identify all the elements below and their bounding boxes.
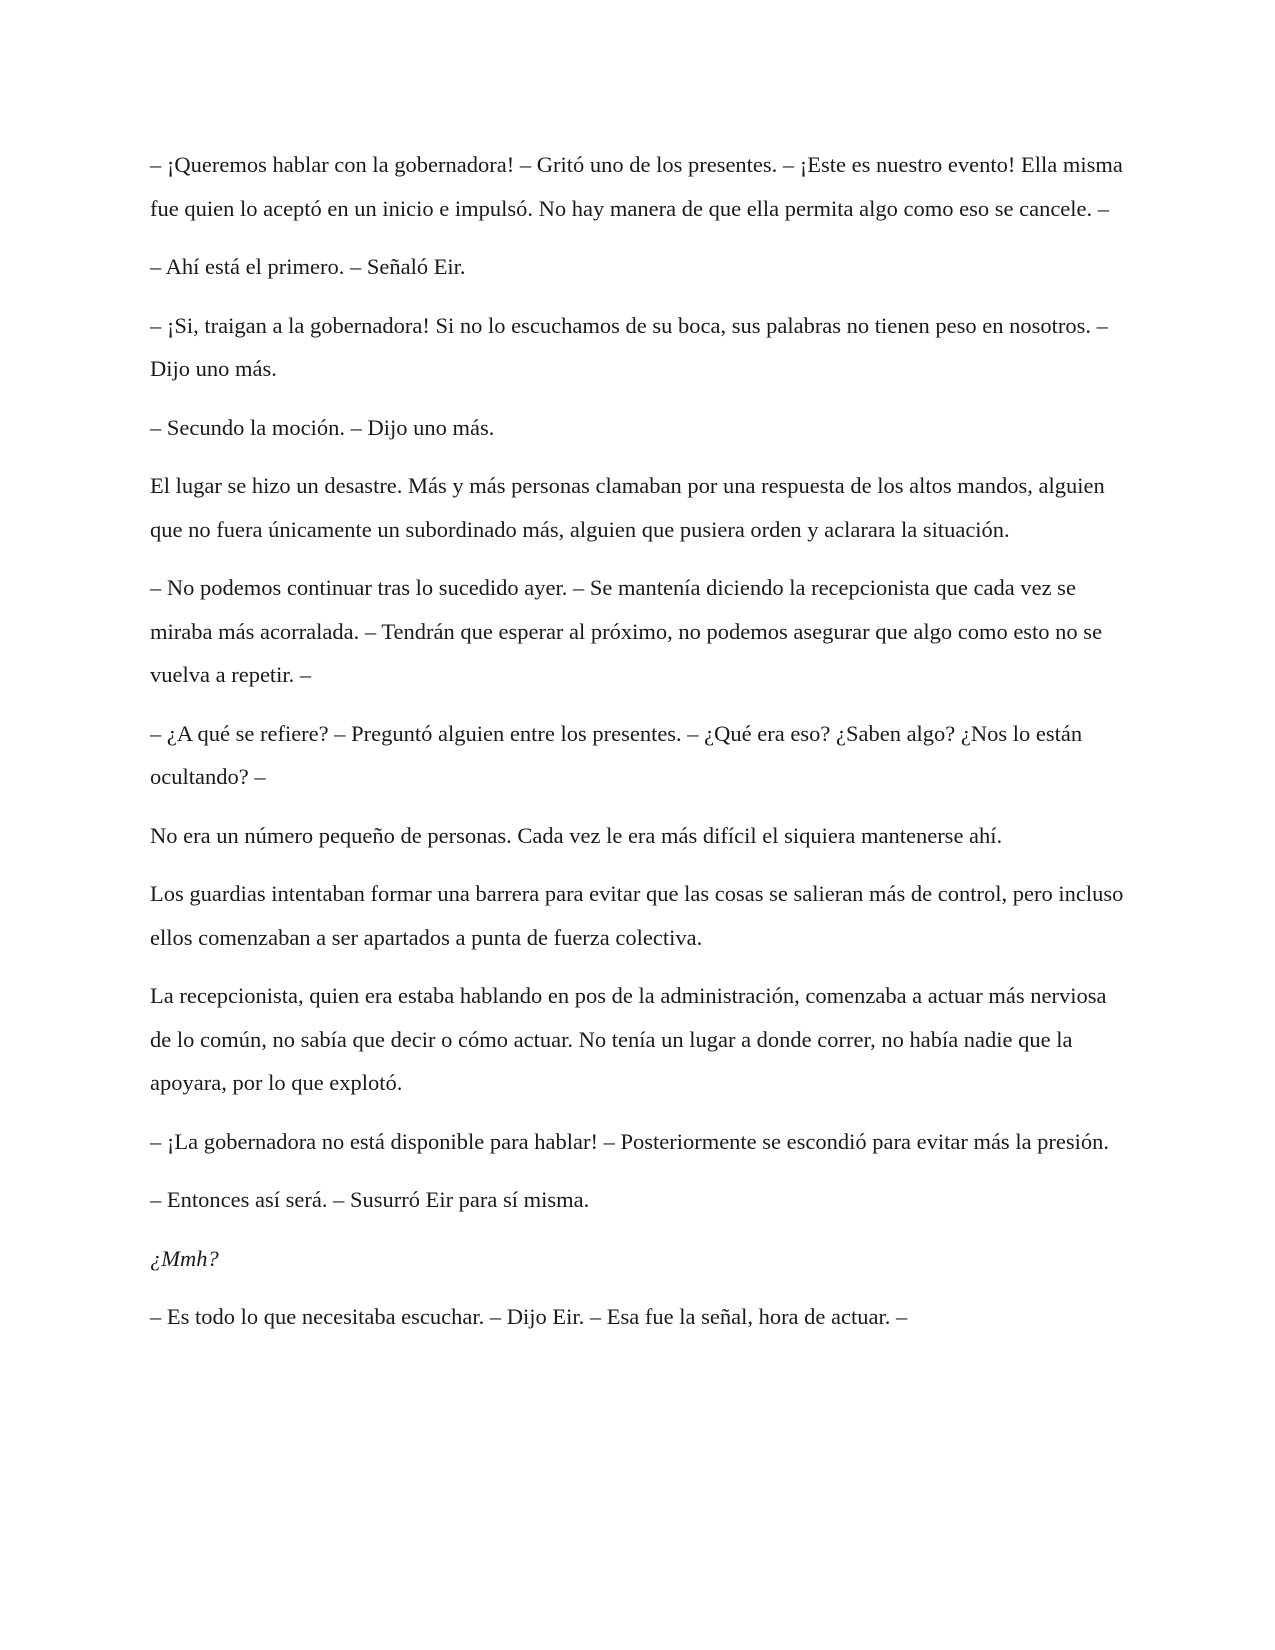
paragraph-4: – Secundo la moción. – Dijo uno más. xyxy=(150,414,495,440)
paragraph-10: La recepcionista, quien era estaba hablando en pos de la administración, comenzaba a actuar más nerviosa de lo común, no sabía que decir o cómo actuar. No tenía un lugar a donde correr, no había nadie que la apoyara, por lo que explotó. xyxy=(150,983,1107,1095)
paragraph-9: Los guardias intentaban formar una barrera para evitar que las cosas se salieran más de control, pero incluso ellos comenzaban a ser apartados a punta de fuerza colectiva. xyxy=(150,881,1124,950)
paragraph-7: – ¿A qué se refiere? – Preguntó alguien entre los presentes. – ¿Qué era eso? ¿Saben algo? ¿Nos lo están ocultando? – xyxy=(150,720,1083,789)
document-page xyxy=(150,143,1132,1354)
paragraph-11: – ¡La gobernadora no está disponible para hablar! – Posteriormente se escondió para evitar más la presión. xyxy=(150,1128,1110,1154)
paragraph-3: – ¡Si, traigan a la gobernadora! Si no lo escuchamos de su boca, sus palabras no tienen peso en nosotros. – Dijo uno más. xyxy=(150,312,1108,381)
paragraph-8: No era un número pequeño de personas. Cada vez le era más difícil el siquiera mantenerse ahí. xyxy=(150,822,1003,848)
paragraph-6: – No podemos continuar tras lo sucedido ayer. – Se mantenía diciendo la recepcionista que cada vez se miraba más acorralada. – Tendrán que esperar al próximo, no podemos asegurar que algo como esto no se vuelva a repetir. – xyxy=(150,575,1103,687)
paragraph-2: – Ahí está el primero. – Señaló Eir. xyxy=(150,254,466,279)
paragraph-5: El lugar se hizo un desastre. Más y más personas clamaban por una respuesta de los altos mandos, alguien que no fuera únicamente un subordinado más, alguien que pusiera orden y aclarara la situación. xyxy=(150,473,1105,542)
paragraph-12: – Entonces así será. – Susurró Eir para sí misma. xyxy=(150,1187,590,1212)
paragraph-14: – Es todo lo que necesitaba escuchar. – Dijo Eir. – Esa fue la señal, hora de actuar. – xyxy=(150,1304,908,1329)
paragraph-13-italic-thought: ¿Mmh? xyxy=(150,1245,219,1271)
paragraph-1: – ¡Queremos hablar con la gobernadora! – Gritó uno de los presentes. – ¡Este es nuestro evento! Ella misma fue quien lo aceptó en un inicio e impulsó. No hay manera de que ella permita algo como eso se cancele. – xyxy=(150,152,1123,221)
